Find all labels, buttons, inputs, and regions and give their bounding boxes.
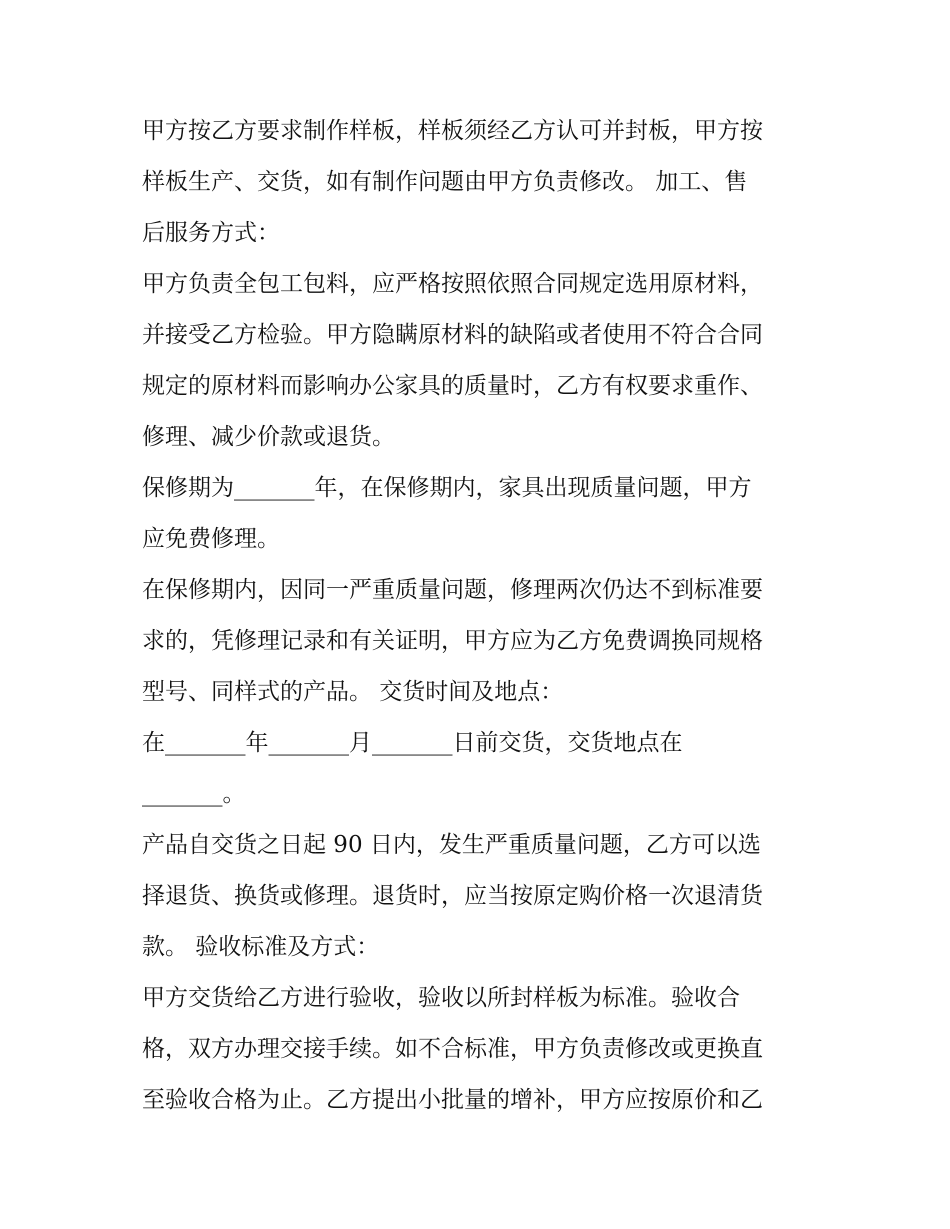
text-line: 款。 验收标准及方式： bbox=[142, 934, 380, 960]
text-line: 至验收合格为止。乙方提出小批量的增补，甲方应按原价和乙 bbox=[142, 1087, 763, 1113]
text-line: 后服务方式： bbox=[142, 220, 280, 246]
text-line: 甲方交货给乙方进行验收，验收以所封样板为标准。验收合 bbox=[142, 985, 740, 1011]
text-line: 求的，凭修理记录和有关证明，甲方应为乙方免费调换同规格 bbox=[142, 628, 763, 654]
text-line: 甲方负责全包工包料，应严格按照依照合同规定选用原材料， bbox=[142, 271, 763, 297]
text-line: 在保修期内，因同一严重质量问题，修理两次仍达不到标准要 bbox=[142, 577, 763, 603]
text-line: 型号、同样式的产品。 交货时间及地点： bbox=[142, 679, 564, 705]
text-line: 甲方按乙方要求制作样板，样板须经乙方认可并封板，甲方按 bbox=[142, 118, 763, 144]
text-line: 格，双方办理交接手续。如不合标准，甲方负责修改或更换直 bbox=[142, 1036, 763, 1062]
text-line: 应免费修理。 bbox=[142, 526, 280, 552]
contract-text bbox=[142, 106, 822, 1126]
text-line: 保修期为_______年，在保修期内，家具出现质量问题，甲方 bbox=[142, 475, 752, 501]
text-line: 规定的原材料而影响办公家具的质量时，乙方有权要求重作、 bbox=[142, 373, 763, 399]
text-line: 样板生产、交货，如有制作问题由甲方负责修改。 加工、售 bbox=[142, 169, 748, 195]
text-line: 择退货、换货或修理。退货时，应当按原定购价格一次退清货 bbox=[142, 883, 763, 909]
text-line: _______。 bbox=[142, 781, 246, 807]
text-line: 产品自交货之日起 90 日内，发生严重质量问题，乙方可以选 bbox=[142, 832, 761, 858]
text-line: 并接受乙方检验。甲方隐瞒原材料的缺陷或者使用不符合合同 bbox=[142, 322, 763, 348]
text-line: 在_______年_______月_______日前交货，交货地点在 bbox=[142, 730, 683, 756]
text-line: 修理、减少价款或退货。 bbox=[142, 424, 395, 450]
